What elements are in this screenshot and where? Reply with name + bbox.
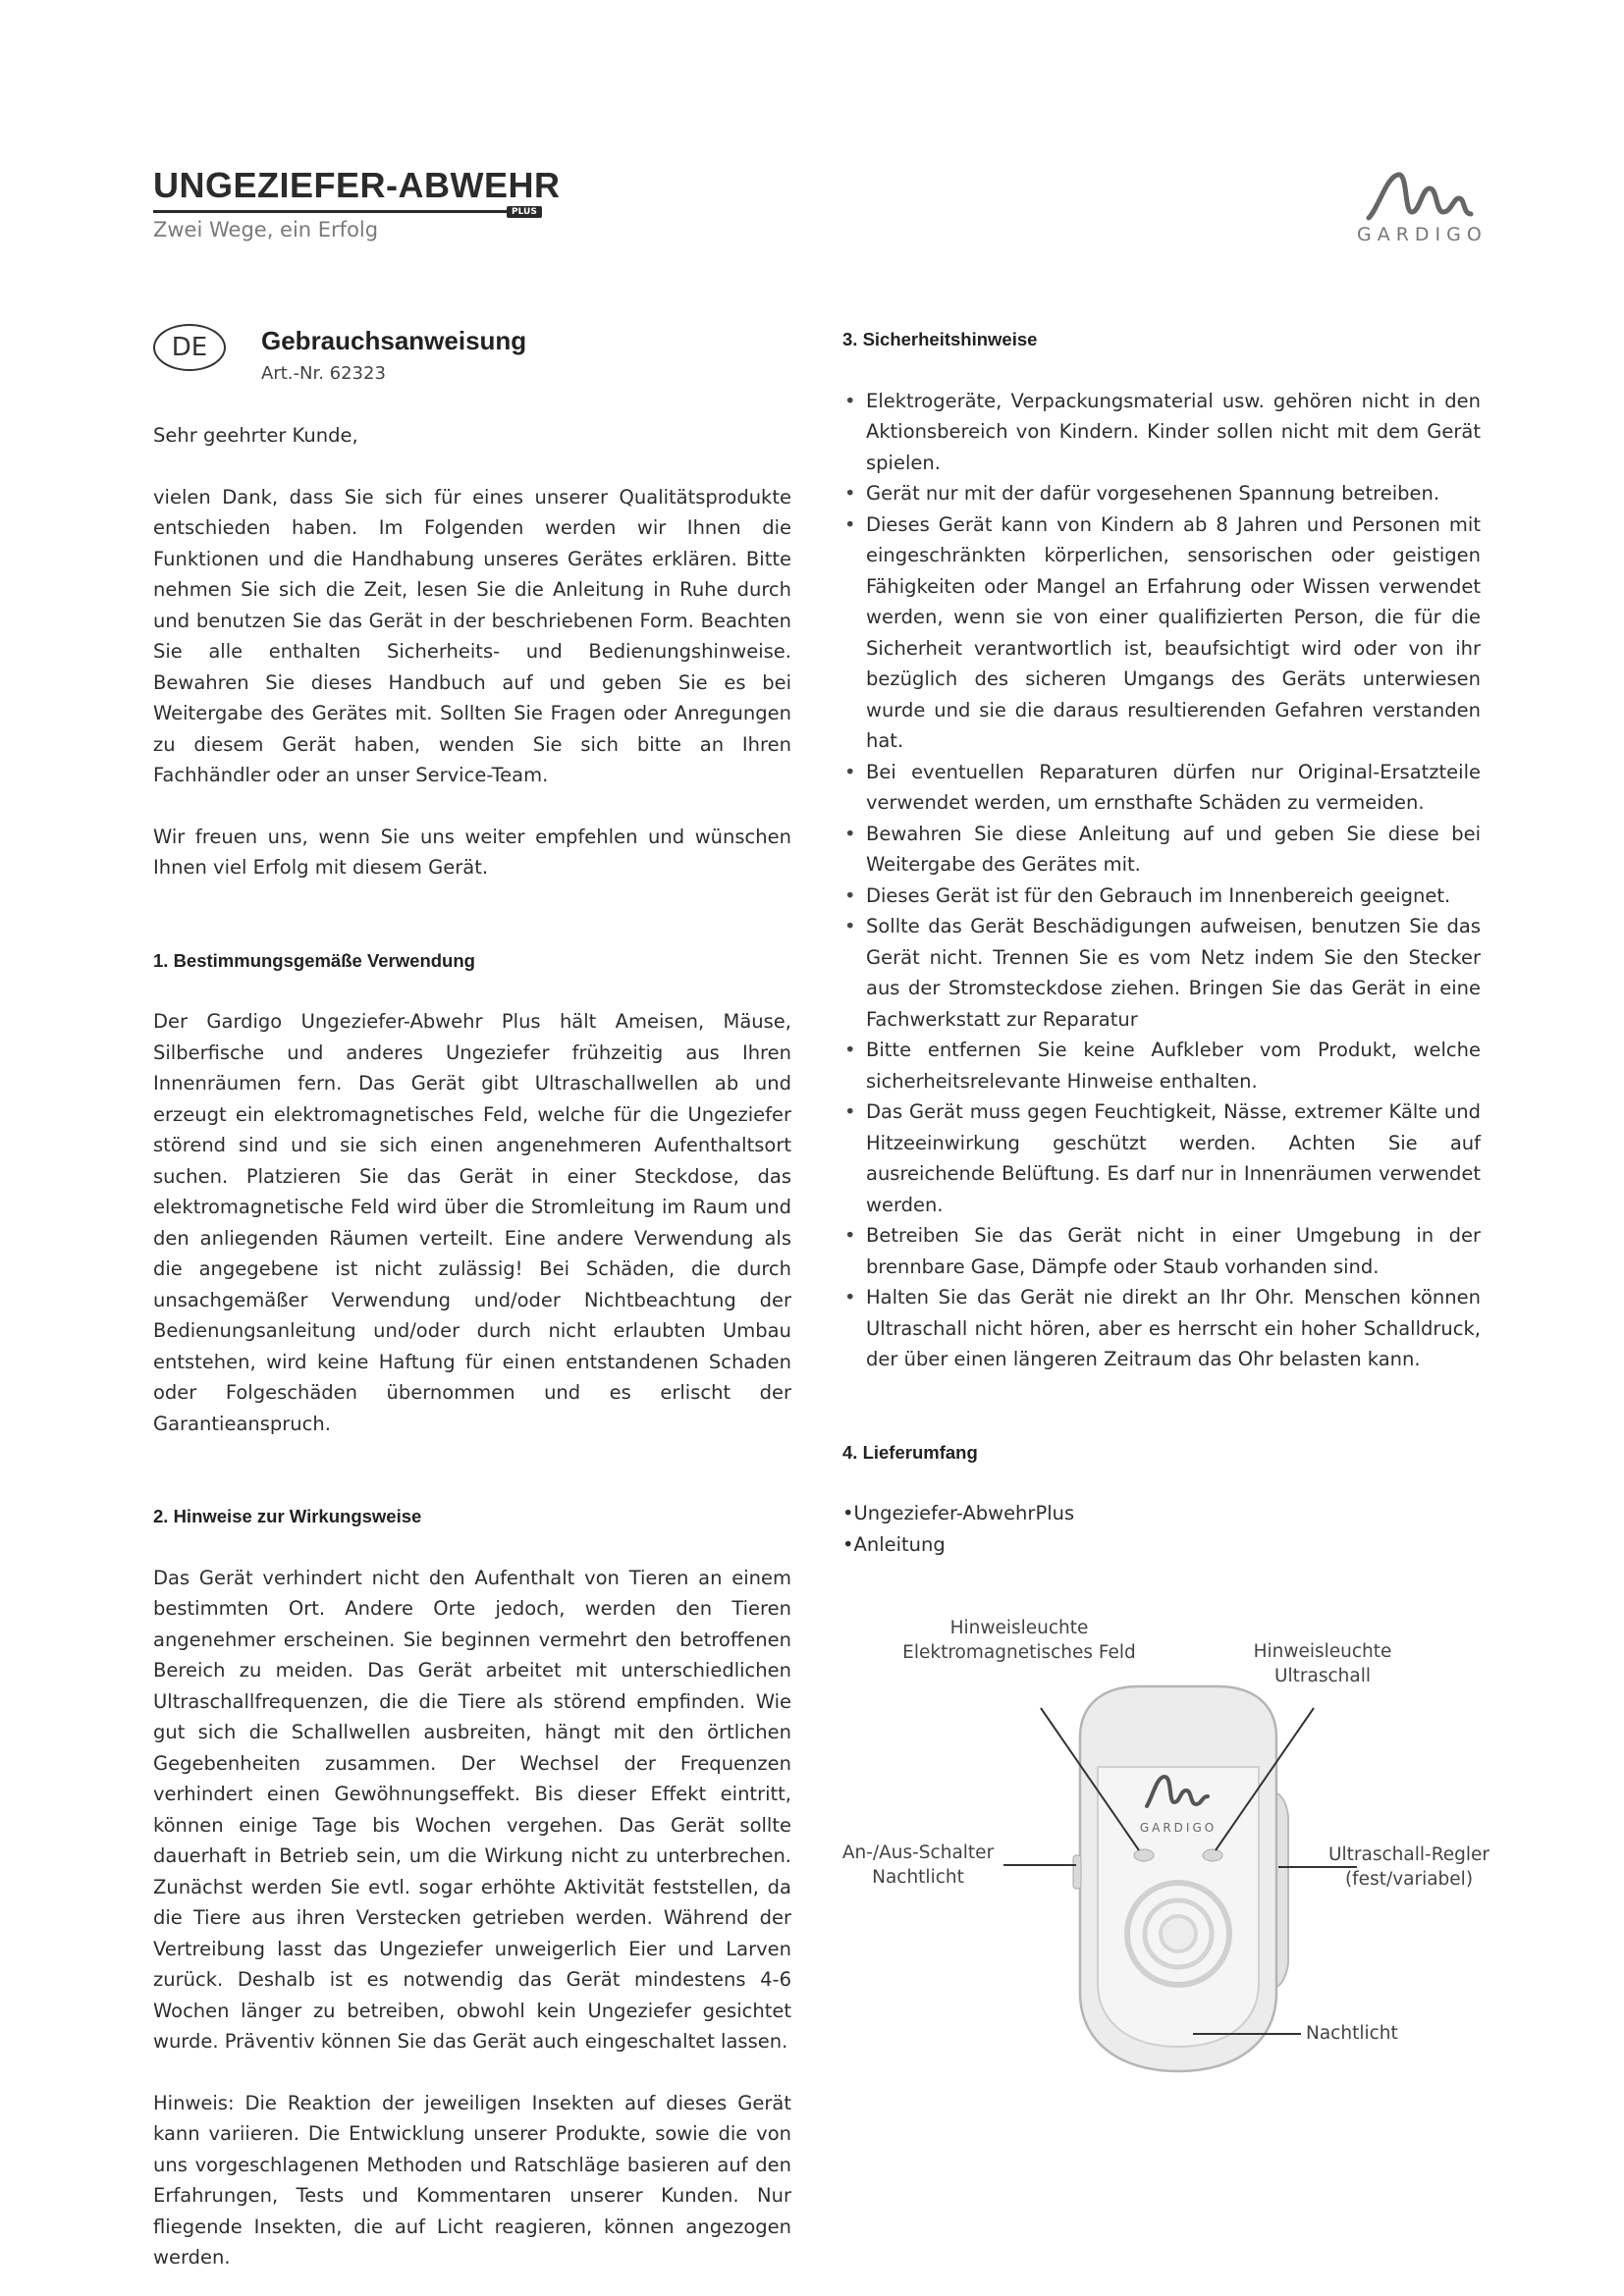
list-item: • Dieses Gerät kann von Kindern ab 8 Jahren und Personen mit eingeschränkten körperlichen, sensorischen oder geistigen Fähigkeiten oder Mangel an Erfahrung oder Wissen verwendet werden, wenn sie von einer qualifizierten Person, die für die Sicherheit verantwortlich ist, beaufsichtigt wird oder von ihr bezüglich des sicheren Umgangs des Geräts unterwiesen wurde und sie die daraus resultierenden Gefahren verstanden hat. xyxy=(842,509,1481,757)
gardigo-logo-icon xyxy=(1365,169,1483,224)
label-ultrasound-indicator: Hinweisleuchte Ultraschall xyxy=(1253,1641,1392,1686)
section-2-text: Das Gerät verhindert nicht den Aufenthalt von Tieren an einem bestimmten Ort. Andere Orte jedoch, werden den Tieren angenehmer erscheinen. Sie beginnen vermehrt den betroffenen Bereich zu meiden. Das Gerät arbeitet mit unterschiedlichen Ultraschallfrequenzen, die die Tiere als störend empfinden. Wie gut sich die Schallwellen ausbreiten, hängt mit den örtlichen Gegebenheiten zusammen. Der Wechsel der Frequenzen verhindert einen Gewöhnungseffekt. Bis dieser Effekt eintritt, können einige Tage bis Wochen vergehen. Das Gerät sollte dauerhaft in Betrieb sein, um die Wirkung nicht zu unterbrechen. Zunächst werden Sie evtl. sogar erhöhte Aktivität feststellen, da die Tiere aus ihren Verstecken getrieben werden. Während der Vertreibung lasst das Ungeziefer unweigerlich Eier und Larven zurück. Deshalb ist es notwendig das Gerät mindestens 4-6 Wochen länger zu betreiben, obwohl kein Ungeziefer gesichtet wurde. Präventiv können Sie das Gerät auch eingeschaltet lassen. xyxy=(153,1566,791,2053)
greeting: Sehr geehrter Kunde, xyxy=(153,424,358,447)
list-item: • Sollte das Gerät Beschädigungen aufweisen, benutzen Sie das Gerät nicht. Trennen Sie es vom Netz indem Sie den Stecker aus der Stromsteckdose ziehen. Bringen Sie das Gerät in eine Fachwerkstatt zur Reparatur xyxy=(842,911,1481,1035)
article-number: Art.-Nr. 62323 xyxy=(261,363,386,384)
label-power-switch: An-/Aus-Schalter Nachtlicht xyxy=(841,1842,995,1888)
label-nightlight: Nachtlicht xyxy=(1306,2023,1398,2044)
section-1-text: Der Gardigo Ungeziefer-Abwehr Plus hält Ameisen, Mäuse, Silberfische und anderes Ungeziefer frühzeitig aus Ihren Innenräumen fern. Das Gerät gibt Ultraschallwellen ab und erzeugt ein elektromagnetisches Feld, welche für die Ungeziefer störend sind und sie sich einen angenehmeren Aufenthaltsort suchen. Platzieren Sie das Gerät in einer Steckdose, das elektromagnetische Feld wird über die Stromleitung im Raum und den anliegenden Räumen verteilt. Eine andere Verwendung als die angegebene ist nicht zulässig! Bei Schäden, die durch unsachgemäßer Verwendung und/oder Nichtbeachtung der Bedienungsanleitung und/oder durch nicht erlaubten Umbau entstehen, wird keine Haftung für einen entstandenen Schaden oder Folgeschäden übernommen und es erlischt der Garantieanspruch. xyxy=(153,1010,791,1435)
label-em-field-indicator: Hinweisleuchte Elektromagnetisches Feld xyxy=(902,1618,1136,1663)
section-heading-2: 2. Hinweise zur Wirkungsweise xyxy=(153,1506,422,1526)
device-logo-text: GARDIGO xyxy=(1139,1821,1218,1835)
list-item: • Bewahren Sie diese Anleitung auf und geben Sie diese bei Weitergabe des Gerätes mit. xyxy=(842,819,1481,881)
list-item: • Bitte entfernen Sie keine Aufkleber vom Produkt, welche sicherheitsrelevante Hinweise enthalten. xyxy=(842,1035,1481,1096)
title-underline xyxy=(153,210,538,213)
tagline: Zwei Wege, ein Erfolg xyxy=(153,218,379,241)
section-heading-4: 4. Lieferumfang xyxy=(842,1441,978,1463)
device-diagram xyxy=(835,1610,1502,2101)
document-header xyxy=(153,324,791,391)
delivery-item-device: •Ungeziefer-AbwehrPlus xyxy=(842,1502,1075,1524)
list-item: • Gerät nur mit der dafür vorgesehenen Spannung betreiben. xyxy=(842,478,1481,509)
label-ultrasound-regulator: Ultraschall-Regler (fest/variabel) xyxy=(1328,1844,1489,1890)
language-badge: DE xyxy=(153,324,226,371)
section-heading-3: 3. Sicherheitshinweise xyxy=(842,329,1038,349)
left-column xyxy=(153,324,791,2273)
list-item: • Dieses Gerät ist für den Gebrauch im Innenbereich geeignet. xyxy=(842,881,1481,912)
list-item: • Bei eventuellen Reparaturen dürfen nur Original-Ersatzteile verwendet werden, um ernsthafte Schäden zu vermeiden. xyxy=(842,757,1481,819)
product-title: UNGEZIEFER-ABWEHR xyxy=(153,165,561,205)
intro-closing-paragraph: Wir freuen uns, wenn Sie uns weiter empfehlen und wünschen Ihnen viel Erfolg mit diesem Gerät. xyxy=(153,825,791,879)
list-item: • Das Gerät muss gegen Feuchtigkeit, Nässe, extremer Kälte und Hitzeeinwirkung geschützt werden. Achten Sie auf ausreichende Belüftung. Es darf nur in Innenräumen verwendet werden. xyxy=(842,1096,1481,1220)
logo-wordmark: GARDIGO xyxy=(1357,224,1488,245)
safety-list xyxy=(842,386,1481,1375)
document-title: Gebrauchsanweisung xyxy=(261,326,527,355)
section-heading-1: 1. Bestimmungsgemäße Verwendung xyxy=(153,949,475,971)
list-item: • Halten Sie das Gerät nie direkt an Ihr Ohr. Menschen können Ultraschall nicht hören, aber es herrscht ein hoher Schalldruck, der über einen längeren Zeitraum das Ohr belasten kann. xyxy=(842,1282,1481,1375)
list-item: • Elektrogeräte, Verpackungsmaterial usw. gehören nicht in den Aktionsbereich von Kindern. Kinder sollen nicht mit dem Gerät spielen. xyxy=(842,386,1481,479)
plus-badge: PLUS xyxy=(507,206,542,218)
section-2-note: Hinweis: Die Reaktion der jeweiligen Insekten auf dieses Gerät kann variieren. Die Entwicklung unserer Produkte, sowie die von uns vorgeschlagenen Methoden und Ratschläge basieren auf den Erfahrungen, Tests und Kommentaren unserer Kunden. Nur fliegende Insekten, die auf Licht reagieren, können angezogen werden. xyxy=(153,2091,791,2269)
delivery-item-manual: •Anleitung xyxy=(842,1532,946,1556)
intro-paragraph: vielen Dank, dass Sie sich für eines unserer Qualitätsprodukte entschieden haben. Im Folgenden werden wir Ihnen die Funktionen und die Handhabung unseres Gerätes erklären. Bitte nehmen Sie sich die Zeit, lesen Sie die Anleitung in Ruhe durch und benutzen Sie das Gerät in der beschriebenen Form. Beachten Sie alle enthalten Sicherheits- und Bedienungshinweise. Bewahren Sie dieses Handbuch auf und geben Sie es bei Weitergabe des Gerätes mit. Sollten Sie Fragen oder Anregungen zu diesem Gerät haben, wenden Sie sich bitte an Ihren Fachhändler oder an unser Service-Team. xyxy=(153,485,791,786)
list-item: • Betreiben Sie das Gerät nicht in einer Umgebung in der brennbare Gase, Dämpfe oder Staub vorhanden sind. xyxy=(842,1220,1481,1282)
right-column xyxy=(842,324,1481,1560)
